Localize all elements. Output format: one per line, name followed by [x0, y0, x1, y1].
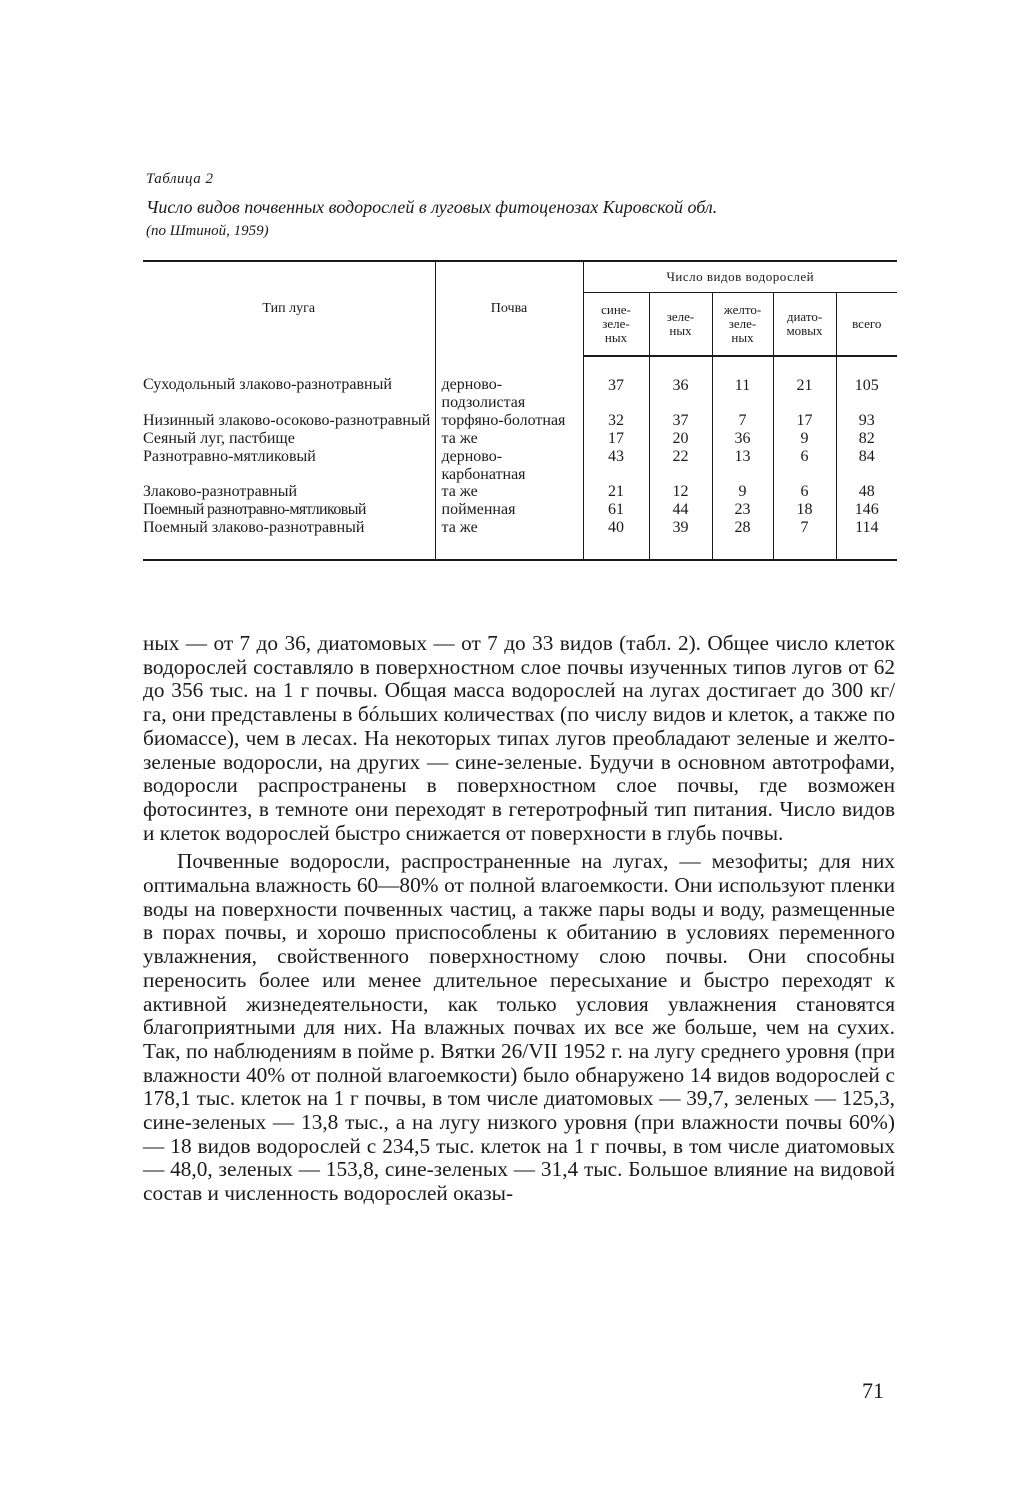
cell-soil: дерново-карбонатная — [435, 448, 583, 484]
table-row — [143, 519, 897, 560]
header-meadow-type: Тип луга — [262, 301, 316, 317]
cell-diatoms: 7 — [773, 519, 836, 560]
header-yellow-green — [712, 293, 773, 357]
paragraph-1: ных — от 7 до 36, диатомовых — от 7 до 33 видов (табл. 2). Общее число клеток водорослей составляло в поверхностном слое почвы изученных типов лугов от 62 до 356 тыс. на 1 г почвы. Общая масса водорослей на лугах достигает до 300 кг/га, они представлены в бóльших количествах (по числу видов и клеток, а также по биомассе), чем в лесах. На некоторых типах лугов преобладают зеленые и желто-зеленые водоросли, на других — сине-зеленые. Будучи в основном автотрофами, водоросли распространены в поверхностном слое почвы, где возможен фотосинтез, в темноте они переходят в гетеротрофный тип питания. Число видов и клеток водорослей быстро снижается от поверхности в глубь почвы. — [143, 631, 895, 845]
cell-yellow-green: 23 — [712, 501, 773, 519]
cell-diatoms: 18 — [773, 501, 836, 519]
header-diatoms-text: диато- мовых — [786, 308, 823, 338]
cell-yellow-green: 13 — [712, 448, 773, 484]
cell-green: 20 — [649, 430, 712, 448]
cell-blue-green: 40 — [583, 519, 649, 560]
cell-meadow-type: Низинный злаково-осоково-разнотравный — [143, 411, 431, 429]
cell-blue-green: 43 — [583, 448, 649, 484]
header-blue-green — [583, 293, 649, 357]
cell-soil: та же — [435, 430, 583, 448]
cell-soil: дерново-подзолистая — [435, 356, 583, 412]
cell-soil: торфяно-болотная — [435, 412, 583, 430]
table-row — [143, 412, 897, 430]
cell-total: 146 — [836, 501, 897, 519]
header-diatoms — [773, 293, 836, 357]
table-caption: Число видов почвенных водорослей в луговых фитоценозах Кировской обл. — [146, 197, 718, 217]
header-total-text: всего — [852, 315, 882, 331]
cell-green: 39 — [649, 519, 712, 560]
cell-meadow-type: Сеяный луг, пастбище — [143, 429, 295, 447]
cell-total: 84 — [836, 448, 897, 484]
algae-species-table — [143, 260, 897, 561]
cell-total: 114 — [836, 519, 897, 560]
cell-meadow-type: Разнотравно-мятликовый — [143, 447, 316, 465]
header-green — [649, 293, 712, 357]
header-soil: Почва — [435, 261, 583, 356]
cell-diatoms: 21 — [773, 356, 836, 412]
cell-blue-green: 32 — [583, 412, 649, 430]
cell-blue-green: 17 — [583, 430, 649, 448]
cell-green: 37 — [649, 412, 712, 430]
paragraph-2: Почвенные водоросли, распространенные на лугах, — мезофиты; для них оптимальна влажность 60—80% от полной влагоемкости. Они используют пленки воды на поверхности почвенных частиц, а также пары воды и воду, размещенные в порах почвы, и хорошо приспособлены к обитанию в условиях переменного увлажнения, свойственного поверхностному слою почвы. Они способны переносить более или менее длительное пересыхание и быстро переходят к активной жизнедеятельности, как только условия увлажнения становятся благоприятными для них. На влажных почвах их все же больше, чем на сухих. Так, по наблюдениям в пойме р. Вятки 26/VII 1952 г. на лугу среднего уровня (при влажности 40% от полной влагоемкости) было обнаружено 14 видов водорослей с 178,1 тыс. клеток на 1 г почвы, в том числе диатомовых — 39,7, зеленых — 125,3, сине-зеленых — 13,8 тыс., а на лугу низкого уровня (при влажности почвы 60%) — 18 видов водорослей с 234,5 тыс. клеток на 1 г почвы, в том числе диатомовых — 48,0, зеленых — 153,8, сине-зеленых — 31,4 тыс. Большое влияние на видовой состав и численность водорослей оказы- — [143, 849, 895, 1206]
page-number: 71 — [862, 1378, 884, 1403]
cell-meadow-type: Поемный разнотравно-мятликовый — [143, 501, 366, 519]
table-row — [143, 448, 897, 484]
cell-total: 82 — [836, 430, 897, 448]
table-row — [143, 483, 897, 501]
cell-soil: пойменная — [435, 501, 583, 519]
cell-meadow-type: Суходольный злаково-разнотравный — [143, 376, 392, 393]
cell-total: 48 — [836, 483, 897, 501]
cell-soil: та же — [435, 483, 583, 501]
table-row — [143, 430, 897, 448]
table-label: Таблица 2 — [146, 171, 214, 187]
cell-yellow-green: 28 — [712, 519, 773, 560]
header-green-text: зеле- ных — [666, 308, 695, 338]
cell-blue-green: 37 — [583, 356, 649, 412]
cell-green: 12 — [649, 483, 712, 501]
header-blue-green-text: сине- зеле- ных — [601, 301, 631, 346]
cell-yellow-green: 9 — [712, 483, 773, 501]
cell-yellow-green: 7 — [712, 412, 773, 430]
cell-yellow-green: 36 — [712, 430, 773, 448]
table-row — [143, 501, 897, 519]
cell-yellow-green: 11 — [712, 356, 773, 412]
header-species-group: Число видов водорослей — [583, 261, 897, 293]
cell-green: 22 — [649, 448, 712, 484]
cell-soil: та же — [435, 519, 583, 560]
cell-green: 36 — [649, 356, 712, 412]
cell-green: 44 — [649, 501, 712, 519]
table-row — [143, 356, 897, 412]
cell-blue-green: 61 — [583, 501, 649, 519]
cell-diatoms: 6 — [773, 483, 836, 501]
cell-total: 105 — [836, 356, 897, 412]
body-text — [143, 632, 895, 1206]
cell-total: 93 — [836, 412, 897, 430]
header-total — [836, 293, 897, 357]
cell-diatoms: 9 — [773, 430, 836, 448]
cell-blue-green: 21 — [583, 483, 649, 501]
table-source: (по Штиной, 1959) — [146, 223, 269, 239]
cell-meadow-type: Поемный злаково-разнотравный — [143, 519, 365, 537]
cell-diatoms: 17 — [773, 412, 836, 430]
cell-meadow-type: Злаково-разнотравный — [143, 483, 298, 501]
header-yellow-green-text: желто- зеле- ных — [723, 301, 762, 346]
cell-diatoms: 6 — [773, 448, 836, 484]
